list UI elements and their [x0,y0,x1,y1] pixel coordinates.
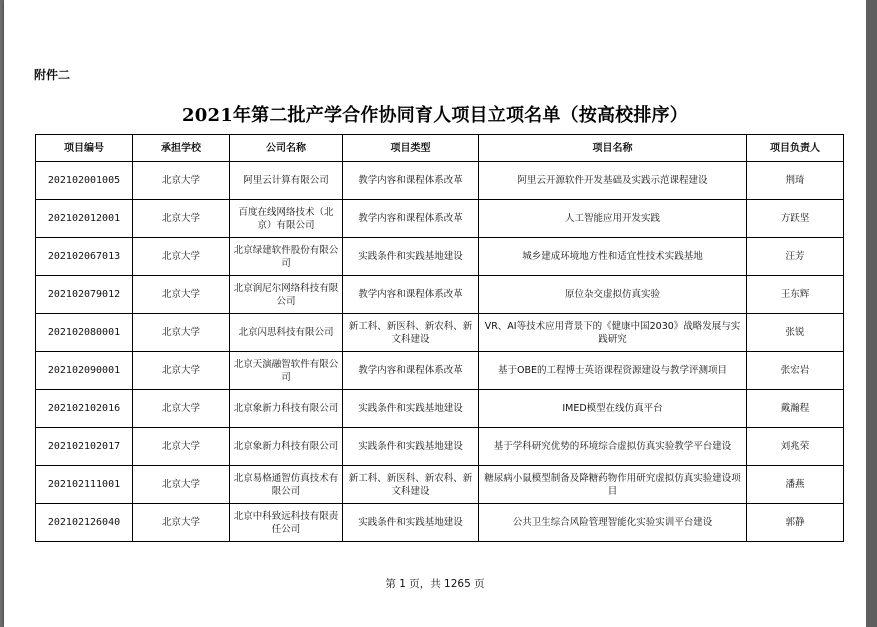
cell-project-name: IMED模型在线仿真平台 [479,390,747,428]
cell-project-type: 教学内容和课程体系改革 [343,352,479,390]
table-header-row [36,135,844,162]
cell-school: 北京大学 [133,200,230,238]
table-row [36,238,844,276]
cell-project-type: 实践条件和实践基地建设 [343,238,479,276]
cell-company: 北京闪思科技有限公司 [230,314,343,352]
table-row [36,276,844,314]
cell-project-type: 教学内容和课程体系改革 [343,162,479,200]
page-footer: 第 1 页，共 1265 页 [385,578,485,590]
header-leader: 项目负责人 [747,135,844,162]
cell-project-id: 202102067013 [36,238,133,276]
cell-school: 北京大学 [133,162,230,200]
cell-company: 北京象新力科技有限公司 [230,428,343,466]
cell-project-type: 实践条件和实践基地建设 [343,504,479,542]
table-row [36,390,844,428]
table-row [36,504,844,542]
cell-company: 阿里云计算有限公司 [230,162,343,200]
cell-project-id: 202102111001 [36,466,133,504]
cell-project-type: 实践条件和实践基地建设 [343,428,479,466]
cell-project-name: 阿里云开源软件开发基础及实践示范课程建设 [479,162,747,200]
header-school: 承担学校 [133,135,230,162]
document-title: 2021年第二批产学合作协同育人项目立项名单（按高校排序） [182,105,688,126]
table-row [36,466,844,504]
cell-company: 百度在线网络技术（北京）有限公司 [230,200,343,238]
cell-project-id: 202102080001 [36,314,133,352]
cell-project-name: 基于OBE的工程博士英语课程资源建设与教学评测项目 [479,352,747,390]
document-page [4,0,866,627]
cell-leader: 张宏岩 [747,352,844,390]
table-row [36,428,844,466]
cell-project-id: 202102012001 [36,200,133,238]
cell-project-type: 新工科、新医科、新农科、新文科建设 [343,466,479,504]
header-project-name: 项目名称 [479,135,747,162]
cell-project-name: 原位杂交虚拟仿真实验 [479,276,747,314]
project-table [35,134,844,542]
cell-leader: 潘燕 [747,466,844,504]
cell-project-name: 人工智能应用开发实践 [479,200,747,238]
cell-school: 北京大学 [133,390,230,428]
cell-school: 北京大学 [133,428,230,466]
attachment-label: 附件二 [34,68,71,82]
cell-school: 北京大学 [133,238,230,276]
cell-leader: 方跃坚 [747,200,844,238]
cell-company: 北京润尼尔网络科技有限公司 [230,276,343,314]
cell-company: 北京天演融智软件有限公司 [230,352,343,390]
cell-leader: 汪芳 [747,238,844,276]
cell-project-name: 基于学科研究优势的环境综合虚拟仿真实验教学平台建设 [479,428,747,466]
cell-project-type: 实践条件和实践基地建设 [343,390,479,428]
cell-project-id: 202102090001 [36,352,133,390]
cell-project-type: 教学内容和课程体系改革 [343,200,479,238]
cell-company: 北京象新力科技有限公司 [230,390,343,428]
cell-project-type: 教学内容和课程体系改革 [343,276,479,314]
viewer-scrollbar[interactable] [866,0,877,627]
cell-school: 北京大学 [133,314,230,352]
table-row [36,314,844,352]
cell-project-id: 202102126040 [36,504,133,542]
cell-project-id: 202102102017 [36,428,133,466]
cell-school: 北京大学 [133,276,230,314]
cell-school: 北京大学 [133,466,230,504]
cell-project-id: 202102102016 [36,390,133,428]
table-row [36,200,844,238]
cell-school: 北京大学 [133,352,230,390]
header-project-type: 项目类型 [343,135,479,162]
cell-leader: 荆琦 [747,162,844,200]
cell-leader: 张锐 [747,314,844,352]
cell-leader: 刘兆荣 [747,428,844,466]
cell-school: 北京大学 [133,504,230,542]
cell-leader: 郭静 [747,504,844,542]
cell-company: 北京中科致远科技有限责任公司 [230,504,343,542]
cell-company: 北京绿建软件股份有限公司 [230,238,343,276]
cell-project-type: 新工科、新医科、新农科、新文科建设 [343,314,479,352]
cell-project-name: 城乡建成环境地方性和适宜性技术实践基地 [479,238,747,276]
table-row [36,162,844,200]
cell-project-name: VR、AI等技术应用背景下的《健康中国2030》战略发展与实践研究 [479,314,747,352]
cell-project-id: 202102079012 [36,276,133,314]
cell-project-name: 公共卫生综合风险管理智能化实验实训平台建设 [479,504,747,542]
header-project-id: 项目编号 [36,135,133,162]
cell-company: 北京易格通智仿真技术有限公司 [230,466,343,504]
cell-project-id: 202102001005 [36,162,133,200]
cell-project-name: 糖尿病小鼠模型制备及降糖药物作用研究虚拟仿真实验建设项目 [479,466,747,504]
header-company: 公司名称 [230,135,343,162]
cell-leader: 王东辉 [747,276,844,314]
cell-leader: 戴瀚程 [747,390,844,428]
table-row [36,352,844,390]
